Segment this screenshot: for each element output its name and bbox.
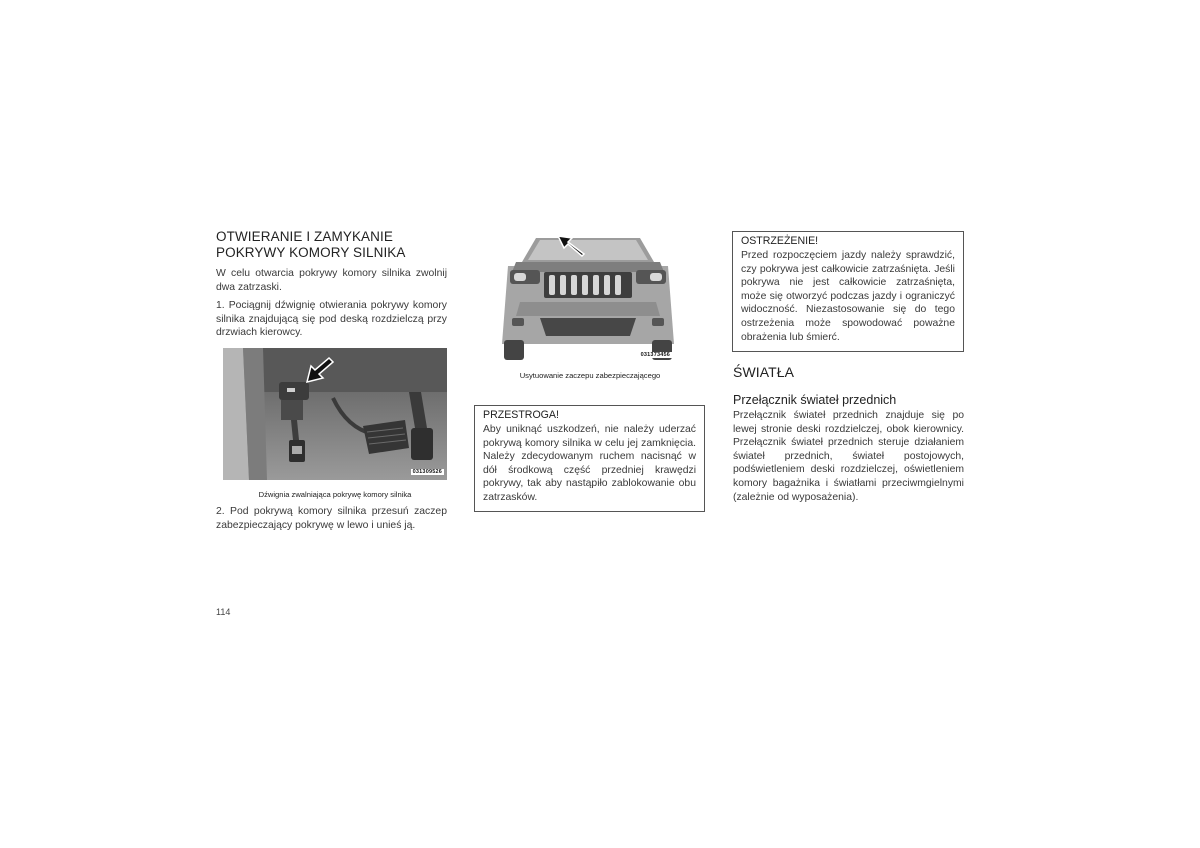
warning-text: Przed rozpoczęciem jazdy należy sprawdzić, czy pokrywa jest całkowicie zatrzaśnięta. Jeśli pokrywa nie jest całkowicie zatrzaśnięta, może się otworzyć podczas jazdy i ograniczyć widoczność. Niezastosowanie się do tego ostrzeżenia może spowodować poważne obrażenia lub śmierć.	[741, 250, 955, 343]
vehicle-front-illustration	[500, 232, 676, 364]
figure-code: 031373456	[640, 352, 670, 358]
heading-line-1: OTWIERANIE I ZAMYKANIE	[216, 229, 393, 244]
figure-caption-lever: Dźwignia zwalniająca pokrywę komory silnika	[258, 490, 412, 499]
left-column-bottom	[216, 505, 447, 532]
hood-release-lever-photo	[223, 348, 447, 480]
figure-caption-latch: Usytuowanie zaczepu zabezpieczającego	[519, 371, 661, 380]
section-heading-hood	[216, 229, 447, 261]
figure-code: 031309526	[412, 469, 442, 475]
caution-box	[474, 405, 705, 512]
intro-paragraph: W celu otwarcia pokrywy komory silnika zwolnij dwa zatrzaski.	[216, 268, 447, 293]
heading-line-2: POKRYWY KOMORY SILNIKA	[216, 245, 406, 260]
vehicle-front-photo	[500, 232, 676, 364]
caution-text: Aby uniknąć uszkodzeń, nie należy uderzać pokrywą komory silnika w celu jej zamknięcia. Należy zdecydowanym ruchem nacisnąć w dół środkową część przedniej krawędzi pokrywy, tak aby nastąpiło zablokowanie obu zatrzasków.	[483, 424, 696, 503]
headlight-switch-paragraph: Przełącznik świateł przednich znajduje się po lewej stronie deski rozdzielczej, obok kierownicy. Przełącznik świateł przednich steruje działaniem świateł przednich, świateł postojowych, podświetleniem deski rozdzielczej, oświetleniem komory bagażnika i światłami przeciwmgielnymi (zależnie od wyposażenia).	[733, 410, 964, 503]
right-column-section	[733, 364, 964, 504]
page-number: 114	[216, 607, 231, 617]
step-1-paragraph: 1. Pociągnij dźwignię otwierania pokrywy komory silnika znajdującą się pod deską rozdzielczą przy drzwiach kierowcy.	[216, 300, 447, 339]
warning-box	[732, 231, 964, 352]
left-column	[216, 229, 447, 340]
hood-release-lever-illustration	[223, 348, 447, 480]
warning-title: OSTRZEŻENIE!	[741, 235, 819, 247]
subheading-headlight-switch: Przełącznik świateł przednich	[733, 393, 897, 407]
step-2-paragraph: 2. Pod pokrywą komory silnika przesuń zaczep zabezpieczający pokrywę w lewo i unieś ją.	[216, 506, 447, 531]
section-heading-lights: ŚWIATŁA	[733, 364, 795, 380]
caution-title: PRZESTROGA!	[483, 409, 559, 421]
